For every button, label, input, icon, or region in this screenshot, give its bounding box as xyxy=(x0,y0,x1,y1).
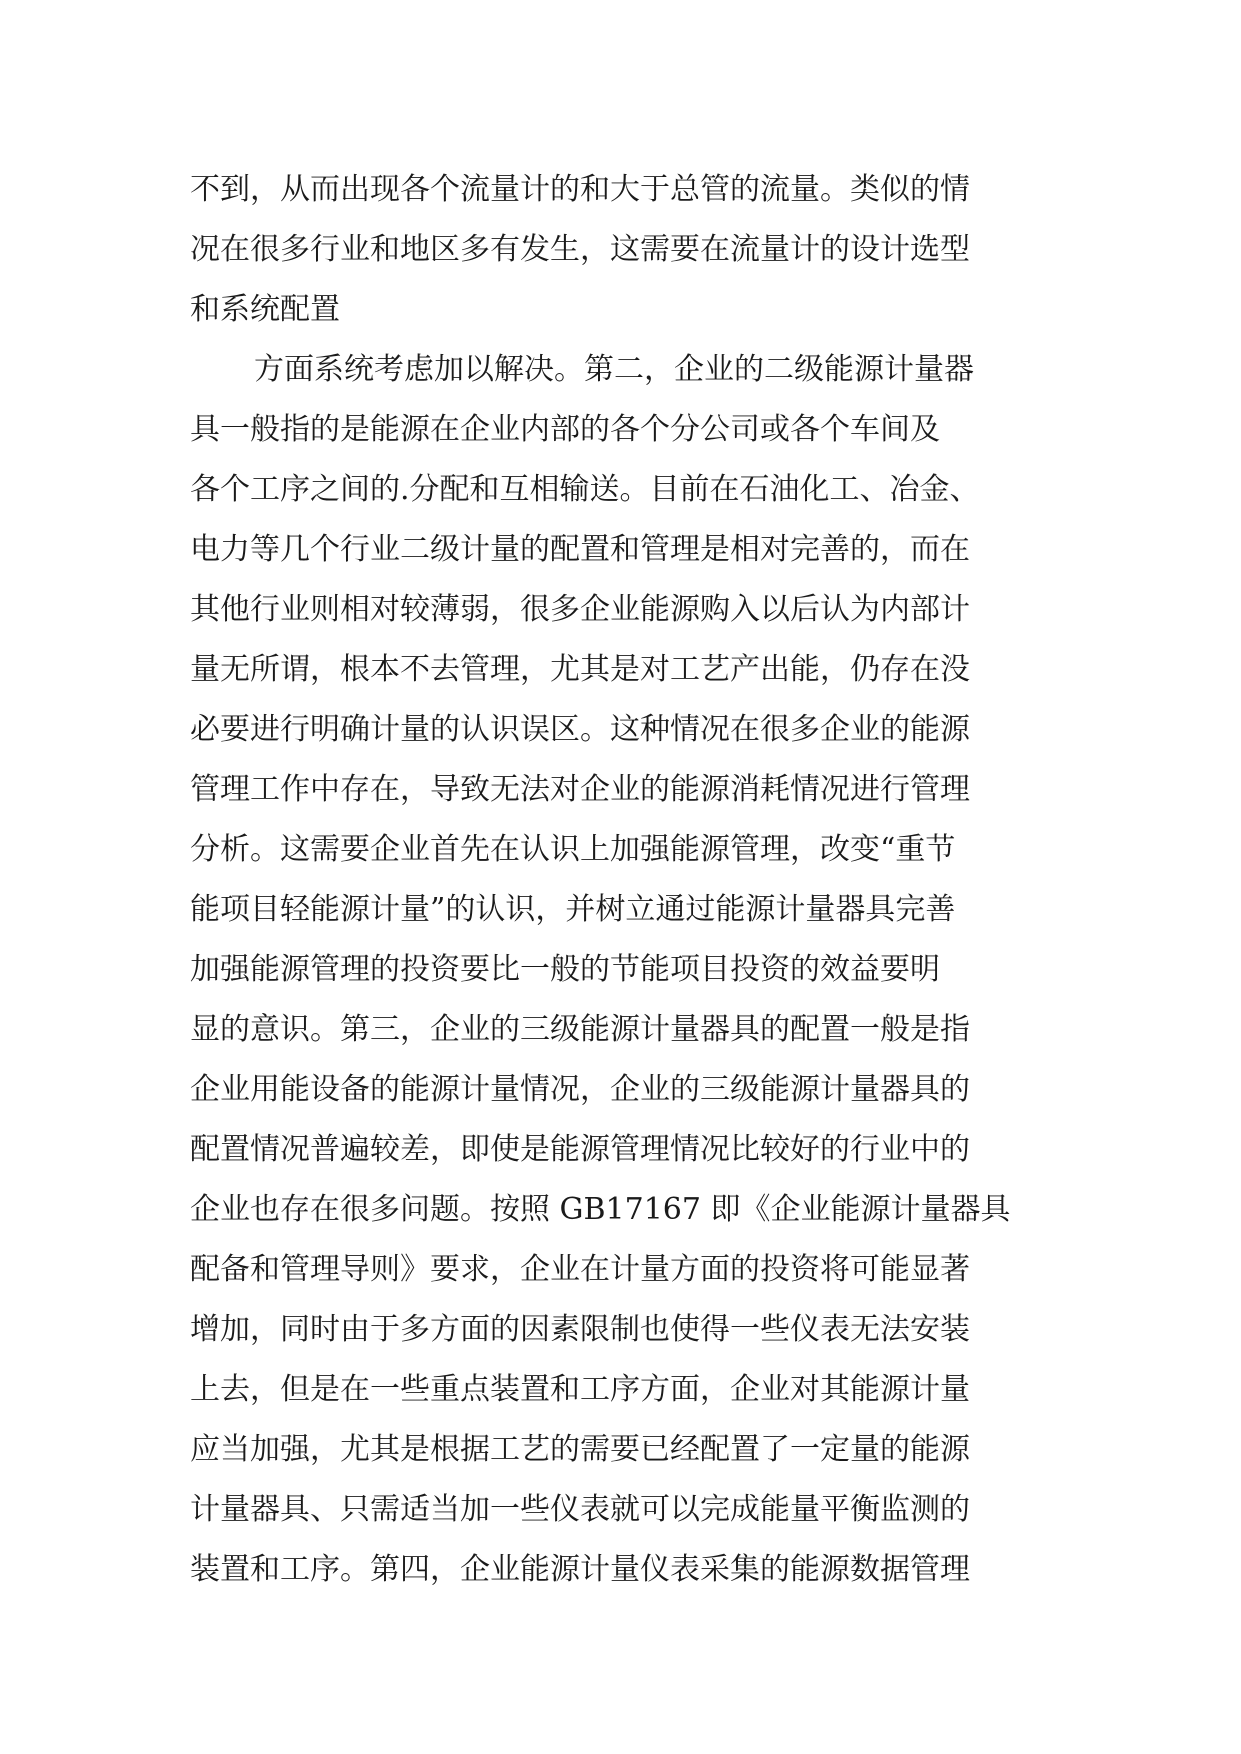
text-line-paragraph-start: 方面系统考虑加以解决。第二，企业的二级能源计量器 xyxy=(254,352,974,387)
text-line: 管理工作中存在，导致无法对企业的能源消耗情况进行管理 xyxy=(190,772,970,807)
text-line: 必要进行明确计量的认识误区。这种情况在很多企业的能源 xyxy=(190,712,970,747)
text-line: 上去，但是在一些重点装置和工序方面，企业对其能源计量 xyxy=(190,1372,970,1407)
text-line: 显的意识。第三，企业的三级能源计量器具的配置一般是指 xyxy=(190,1012,970,1047)
text-line: 其他行业则相对较薄弱，很多企业能源购入以后认为内部计 xyxy=(190,592,970,627)
text-line: 企业用能设备的能源计量情况，企业的三级能源计量器具的 xyxy=(190,1072,970,1107)
text-line: 企业也存在很多问题。按照 GB17167 即《企业能源计量器具 xyxy=(190,1192,1011,1227)
text-line: 不到，从而出现各个流量计的和大于总管的流量。类似的情 xyxy=(190,172,970,207)
text-line: 况在很多行业和地区多有发生，这需要在流量计的设计选型 xyxy=(190,232,970,267)
body-text xyxy=(190,160,1090,1600)
text-line: 具一般指的是能源在企业内部的各个分公司或各个车间及 xyxy=(190,412,940,447)
text-line: 增加，同时由于多方面的因素限制也使得一些仪表无法安装 xyxy=(190,1312,970,1347)
text-line: 配置情况普遍较差，即使是能源管理情况比较好的行业中的 xyxy=(190,1132,970,1167)
text-line: 各个工序之间的.分配和互相输送。目前在石油化工、冶金、 xyxy=(190,472,980,507)
text-line: 应当加强，尤其是根据工艺的需要已经配置了一定量的能源 xyxy=(190,1432,970,1467)
text-line: 电力等几个行业二级计量的配置和管理是相对完善的，而在 xyxy=(190,532,970,567)
text-line: 配备和管理导则》要求，企业在计量方面的投资将可能显著 xyxy=(190,1252,970,1287)
text-line: 量无所谓，根本不去管理，尤其是对工艺产出能，仍存在没 xyxy=(190,652,970,687)
text-line: 加强能源管理的投资要比一般的节能项目投资的效益要明 xyxy=(190,952,940,987)
text-line: 计量器具、只需适当加一些仪表就可以完成能量平衡监测的 xyxy=(190,1492,970,1527)
text-line: 分析。这需要企业首先在认识上加强能源管理，改变“重节 xyxy=(190,832,956,867)
text-line: 能项目轻能源计量”的认识，并树立通过能源计量器具完善 xyxy=(190,892,956,927)
text-line: 和系统配置 xyxy=(190,292,340,327)
text-line: 装置和工序。第四，企业能源计量仪表采集的能源数据管理 xyxy=(190,1552,970,1587)
